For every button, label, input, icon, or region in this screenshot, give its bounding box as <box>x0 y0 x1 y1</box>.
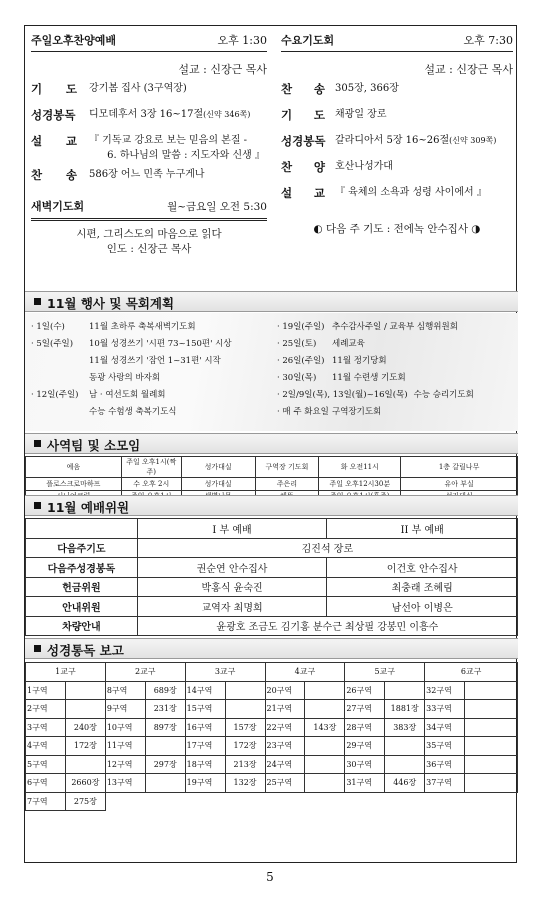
events-list <box>25 313 518 431</box>
sunday-service-time: 오후 1:30 <box>217 34 267 47</box>
table-row: 1구역 8구역 689장 14구역 20구역 26구역 32구역 <box>26 681 518 700</box>
wednesday-reading-value: 갈라디아서 5장 16~26절(신약 309쪽) <box>335 135 497 146</box>
reading-report-title: 성경통독 보고 <box>47 643 124 658</box>
wednesday-preacher: 설교 : 신장근 목사 <box>424 63 513 76</box>
table-row: 안내위원 교역자 최명희 남선아 이병은 <box>26 597 518 617</box>
events-header <box>25 291 518 312</box>
table-row: 다음주기도 김진석 장로 <box>26 538 518 558</box>
sunday-sermon-value: 『 기독교 강요로 보는 믿음의 본질 - 6. 하나님의 말씀 : 지도자와 신생 』 <box>89 135 265 161</box>
wednesday-hymn-row <box>281 81 513 103</box>
table-row: 2구역 9구역 231장 15구역 21구역 27구역 1881장 33구역 <box>26 700 518 719</box>
event-item: · 2일/9일(목), 13일(월)~16일(목) 수능 승리기도회 <box>277 390 474 400</box>
wednesday-prayer-label: 기 도 <box>281 108 325 122</box>
dawn-prayer-title: 새벽기도회 <box>31 200 85 213</box>
sunday-prayer-row <box>31 81 267 103</box>
table-row: 6구역 2660장 13구역 19구역 132장 25구역 31구역 446장 37구역 <box>26 774 518 793</box>
sunday-sermon-row <box>31 133 267 163</box>
event-item: · 26일(주일) 11월 정기당회 <box>277 356 387 366</box>
table-row: 헌금위원 박홍식 윤숙진 최충래 조혜림 <box>26 577 518 597</box>
wednesday-anthem-value: 호산나성가대 <box>335 161 393 172</box>
table-row <box>26 519 518 539</box>
event-item: · 1일(수) 11월 초하루 축복새벽기도회 <box>31 322 196 332</box>
page-number: 5 <box>266 870 274 884</box>
wednesday-sermon-value: 『 육체의 소욕과 성령 사이에서 』 <box>335 187 487 198</box>
event-item: 동광 사랑의 바자회 <box>89 373 161 383</box>
bulletin-page <box>24 25 517 863</box>
groups-header <box>25 433 518 454</box>
event-item: 수능 수험생 축복기도식 <box>89 407 177 417</box>
wednesday-anthem-row <box>281 159 513 181</box>
reading-report-header <box>25 638 518 659</box>
table-row: 예음 주일 오후1시(짝주) 성가대실 구역장 기도회 화 오전11시 1층 갈릴나무 <box>26 457 518 478</box>
sunday-hymn-label: 찬 송 <box>31 168 77 182</box>
sunday-afternoon-service <box>31 26 267 288</box>
sunday-prayer-label: 기 도 <box>31 82 77 96</box>
dawn-prayer-header <box>31 195 267 221</box>
wednesday-anthem-label: 찬 양 <box>281 160 325 174</box>
sunday-service-title: 주일오후찬양예배 <box>31 34 117 47</box>
wednesday-prayer-value: 채광일 장로 <box>335 109 387 120</box>
sunday-reading-value: 디모데후서 3장 16~17절(신약 346쪽) <box>89 109 251 120</box>
wednesday-service-title: 수요기도회 <box>281 34 335 47</box>
events-title: 11월 행사 및 목회계획 <box>47 296 175 311</box>
worship-col-2: II 부 예배 <box>327 519 518 539</box>
wednesday-sermon-label: 설 교 <box>281 186 325 200</box>
worship-header <box>25 495 518 516</box>
table-row: 7구역 275장 <box>26 792 518 811</box>
square-bullet-icon <box>34 502 41 509</box>
square-bullet-icon <box>34 440 41 447</box>
table-row: 플로스크로마하프 수 오후 2시 성가대실 주은리 주일 오후12시30분 유아 부실 <box>26 478 518 491</box>
table-row: 다음주성경봉독 권순연 안수집사 이건호 안수집사 <box>26 558 518 578</box>
square-bullet-icon <box>34 645 41 652</box>
table-row: 5구역 12구역 297장 18구역 213장 24구역 30구역 36구역 <box>26 755 518 774</box>
sunday-reading-row <box>31 107 267 129</box>
table-row: 차량안내 윤광호 조금도 김기홍 분수근 최상필 강봉민 이흥수 <box>26 616 518 636</box>
wednesday-hymn-value: 305장, 366장 <box>335 83 399 94</box>
event-item: · 5일(주일) 10월 성경쓰기 '시편 73~150편' 시상 <box>31 339 232 349</box>
wednesday-prayer-row <box>281 107 513 129</box>
square-bullet-icon <box>34 298 41 305</box>
dawn-prayer-body: 시편, 그리스도의 마음으로 읽다 인도 : 신장근 목사 <box>76 228 222 255</box>
table-row: 3구역 240장 10구역 897장 16구역 157장 22구역 143장 28구역 383장 34구역 <box>26 718 518 737</box>
dawn-prayer-time: 월~금요일 오전 5:30 <box>167 201 267 213</box>
sunday-prayer-value: 강기봄 집사 (3구역장) <box>89 83 187 94</box>
reading-report-table <box>25 662 518 811</box>
wednesday-service-time: 오후 7:30 <box>463 34 513 47</box>
wednesday-service <box>281 26 513 288</box>
event-item: · 매 주 화요일 구역장기도회 <box>277 407 382 417</box>
event-item: 11월 성경쓰기 '잠언 1~31편' 시작 <box>89 356 221 366</box>
event-item: · 19일(주일) 추수감사주일 / 교육부 심행위원회 <box>277 322 458 332</box>
event-item: · 30일(목) 11월 수련생 기도회 <box>277 373 406 383</box>
event-item: · 12일(주일) 남 · 여선도회 월례회 <box>31 390 166 400</box>
sunday-hymn-row <box>31 167 267 189</box>
wednesday-sermon-row <box>281 185 513 207</box>
services-section <box>25 26 518 288</box>
sunday-hymn-value: 586장 어느 민족 누구게나 <box>89 169 205 180</box>
table-row: 1교구 2교구 3교구 4교구 5교구 6교구 <box>26 663 518 682</box>
sunday-sermon-label: 설 교 <box>31 134 77 148</box>
table-row: 4구역 172장 11구역 17구역 172장 23구역 29구역 35구역 <box>26 737 518 756</box>
event-item: · 25일(토) 세례교육 <box>277 339 365 349</box>
worship-title: 11월 예배위원 <box>47 500 130 515</box>
groups-title: 사역팀 및 소모임 <box>47 438 141 453</box>
worship-col-1: I 부 예배 <box>137 519 327 539</box>
sunday-reading-label: 성경봉독 <box>31 108 76 122</box>
wednesday-reading-row <box>281 133 513 155</box>
wednesday-hymn-label: 찬 송 <box>281 82 325 96</box>
wednesday-service-header <box>281 26 513 52</box>
worship-table <box>25 518 518 636</box>
sunday-service-header <box>31 26 267 52</box>
sunday-preacher: 설교 : 신장근 목사 <box>178 63 267 76</box>
wednesday-reading-label: 성경봉독 <box>281 134 326 148</box>
next-week-prayer: ◐ 다음 주 기도 : 전에녹 안수집사 ◑ <box>313 223 481 235</box>
